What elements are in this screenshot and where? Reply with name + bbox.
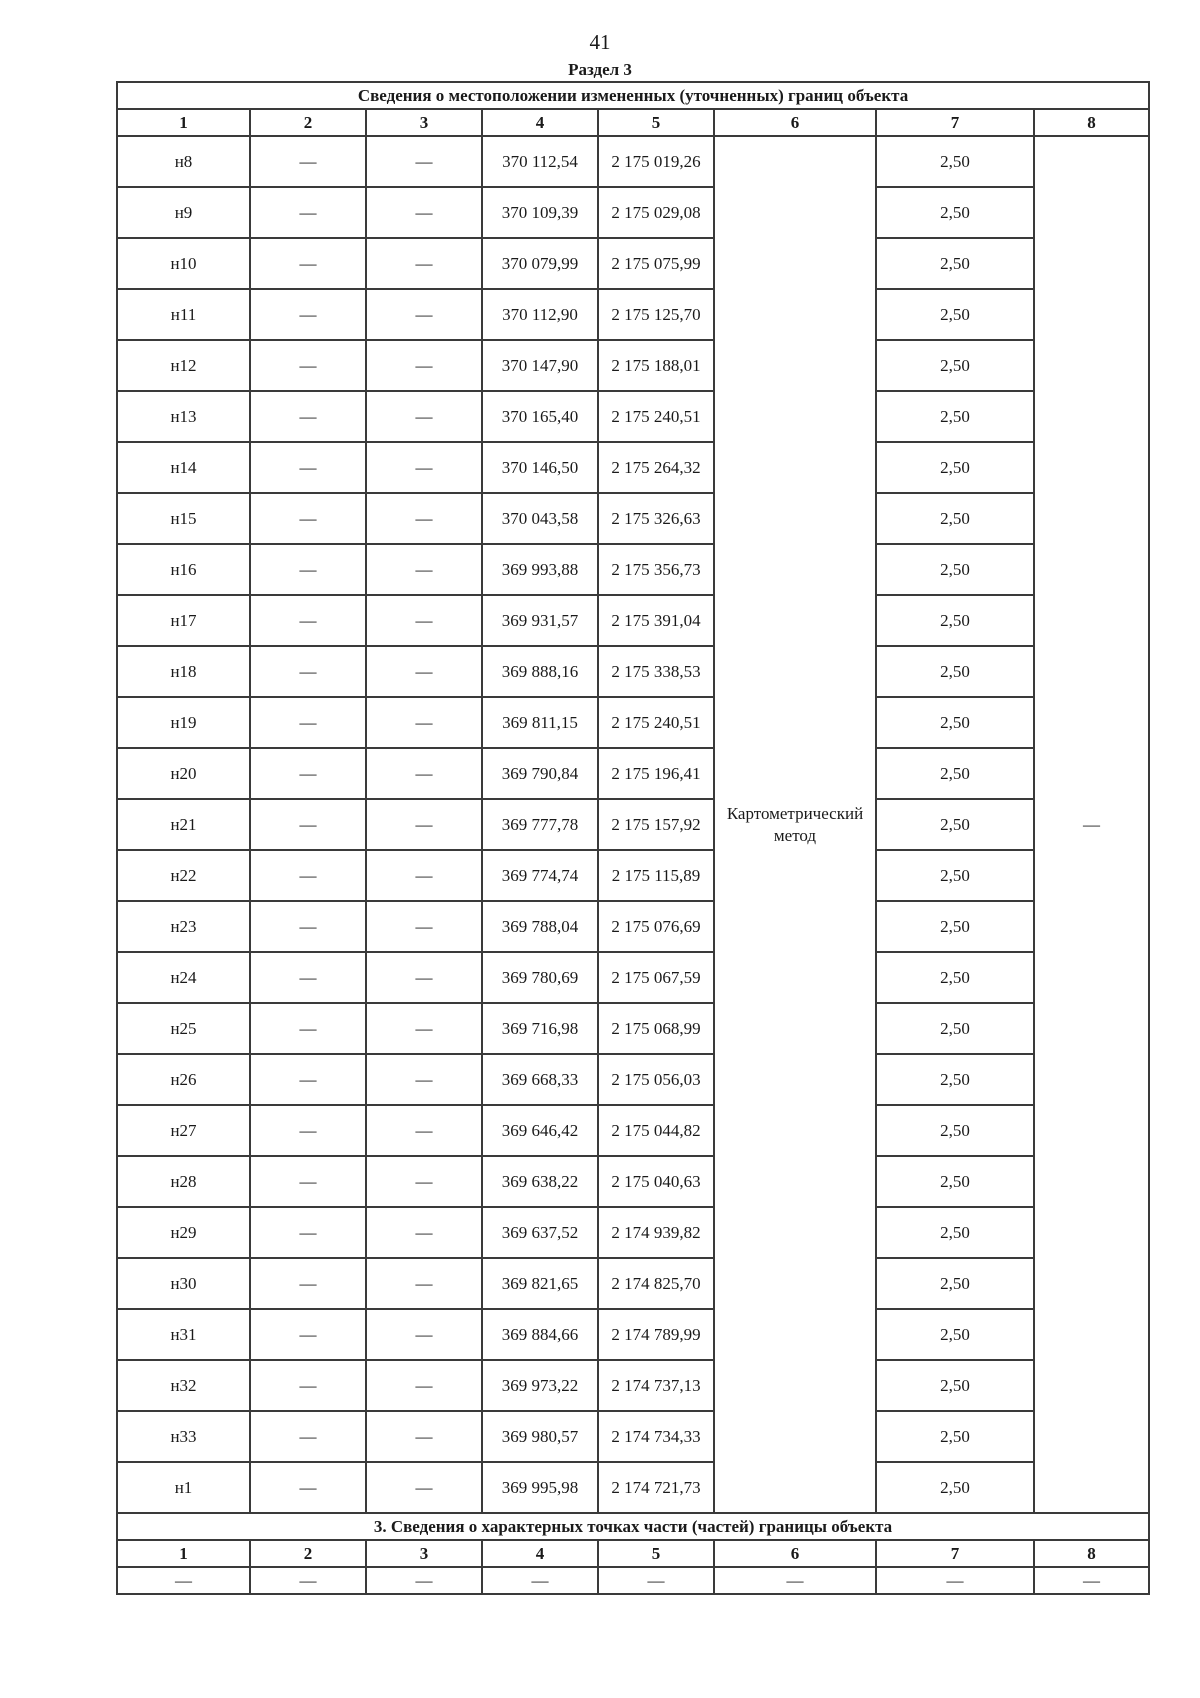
point-name-cell: н22: [117, 850, 250, 901]
point-name-cell: н33: [117, 1411, 250, 1462]
x-coordinate-cell: 369 646,42: [482, 1105, 598, 1156]
y-coordinate-cell: 2 175 188,01: [598, 340, 714, 391]
x-coordinate-cell: 369 668,33: [482, 1054, 598, 1105]
col2-cell: —: [250, 850, 366, 901]
y-coordinate-cell: 2 175 019,26: [598, 136, 714, 187]
col3-cell: —: [366, 697, 482, 748]
accuracy-cell: 2,50: [876, 901, 1034, 952]
column-number: 8: [1034, 109, 1149, 136]
method-cell: Картометрический метод: [714, 136, 876, 1513]
x-coordinate-cell: 369 821,65: [482, 1258, 598, 1309]
col2-cell: —: [250, 697, 366, 748]
sub-empty-cell: —: [598, 1567, 714, 1594]
y-coordinate-cell: 2 175 125,70: [598, 289, 714, 340]
point-name-cell: н26: [117, 1054, 250, 1105]
col2-cell: —: [250, 289, 366, 340]
x-coordinate-cell: 370 109,39: [482, 187, 598, 238]
accuracy-cell: 2,50: [876, 595, 1034, 646]
col8-cell: —: [1034, 136, 1149, 1513]
accuracy-cell: 2,50: [876, 238, 1034, 289]
sub-column-number: 4: [482, 1540, 598, 1567]
table-row: [117, 544, 1149, 595]
y-coordinate-cell: 2 174 737,13: [598, 1360, 714, 1411]
accuracy-cell: 2,50: [876, 952, 1034, 1003]
col2-cell: —: [250, 1360, 366, 1411]
y-coordinate-cell: 2 175 075,99: [598, 238, 714, 289]
col2-cell: —: [250, 391, 366, 442]
table-row: [117, 646, 1149, 697]
x-coordinate-cell: 369 993,88: [482, 544, 598, 595]
table-row: [117, 1054, 1149, 1105]
x-coordinate-cell: 369 995,98: [482, 1462, 598, 1513]
col3-cell: —: [366, 1156, 482, 1207]
point-name-cell: н23: [117, 901, 250, 952]
sub-empty-cell: —: [876, 1567, 1034, 1594]
col2-cell: —: [250, 1207, 366, 1258]
y-coordinate-cell: 2 174 721,73: [598, 1462, 714, 1513]
column-number-row: [117, 109, 1149, 136]
col2-cell: —: [250, 901, 366, 952]
col3-cell: —: [366, 952, 482, 1003]
col3-cell: —: [366, 1003, 482, 1054]
column-number: 2: [250, 109, 366, 136]
y-coordinate-cell: 2 175 044,82: [598, 1105, 714, 1156]
point-name-cell: н30: [117, 1258, 250, 1309]
point-name-cell: н1: [117, 1462, 250, 1513]
section-title: Раздел 3: [568, 60, 632, 79]
y-coordinate-cell: 2 175 240,51: [598, 391, 714, 442]
accuracy-cell: 2,50: [876, 850, 1034, 901]
point-name-cell: н18: [117, 646, 250, 697]
table-row: [117, 442, 1149, 493]
x-coordinate-cell: 370 079,99: [482, 238, 598, 289]
column-number: 6: [714, 109, 876, 136]
x-coordinate-cell: 369 638,22: [482, 1156, 598, 1207]
table-row: [117, 850, 1149, 901]
accuracy-cell: 2,50: [876, 1309, 1034, 1360]
point-name-cell: н21: [117, 799, 250, 850]
col3-cell: —: [366, 1258, 482, 1309]
y-coordinate-cell: 2 175 240,51: [598, 697, 714, 748]
sub-caption-row: [117, 1513, 1149, 1540]
sub-empty-cell: —: [117, 1567, 250, 1594]
point-name-cell: н20: [117, 748, 250, 799]
x-coordinate-cell: 369 980,57: [482, 1411, 598, 1462]
x-coordinate-cell: 369 780,69: [482, 952, 598, 1003]
x-coordinate-cell: 370 147,90: [482, 340, 598, 391]
point-name-cell: н17: [117, 595, 250, 646]
sub-column-number: 7: [876, 1540, 1034, 1567]
y-coordinate-cell: 2 175 391,04: [598, 595, 714, 646]
table-row: [117, 493, 1149, 544]
sub-empty-cell: —: [714, 1567, 876, 1594]
col2-cell: —: [250, 493, 366, 544]
y-coordinate-cell: 2 174 789,99: [598, 1309, 714, 1360]
col2-cell: —: [250, 544, 366, 595]
y-coordinate-cell: 2 175 040,63: [598, 1156, 714, 1207]
sub-empty-cell: —: [366, 1567, 482, 1594]
col3-cell: —: [366, 493, 482, 544]
x-coordinate-cell: 370 165,40: [482, 391, 598, 442]
y-coordinate-cell: 2 174 825,70: [598, 1258, 714, 1309]
accuracy-cell: 2,50: [876, 493, 1034, 544]
accuracy-cell: 2,50: [876, 1054, 1034, 1105]
col3-cell: —: [366, 289, 482, 340]
point-name-cell: н31: [117, 1309, 250, 1360]
col2-cell: —: [250, 1462, 366, 1513]
accuracy-cell: 2,50: [876, 1105, 1034, 1156]
point-name-cell: н15: [117, 493, 250, 544]
x-coordinate-cell: 369 790,84: [482, 748, 598, 799]
accuracy-cell: 2,50: [876, 799, 1034, 850]
point-name-cell: н27: [117, 1105, 250, 1156]
table-row: [117, 1411, 1149, 1462]
col3-cell: —: [366, 646, 482, 697]
point-name-cell: н13: [117, 391, 250, 442]
x-coordinate-cell: 369 716,98: [482, 1003, 598, 1054]
table-row: [117, 289, 1149, 340]
col3-cell: —: [366, 136, 482, 187]
point-name-cell: н12: [117, 340, 250, 391]
point-name-cell: н9: [117, 187, 250, 238]
table-row: [117, 1309, 1149, 1360]
y-coordinate-cell: 2 175 356,73: [598, 544, 714, 595]
accuracy-cell: 2,50: [876, 442, 1034, 493]
accuracy-cell: 2,50: [876, 340, 1034, 391]
col3-cell: —: [366, 340, 482, 391]
col3-cell: —: [366, 1309, 482, 1360]
point-name-cell: н32: [117, 1360, 250, 1411]
accuracy-cell: 2,50: [876, 187, 1034, 238]
point-name-cell: н28: [117, 1156, 250, 1207]
table-row: [117, 952, 1149, 1003]
table-row: [117, 1156, 1149, 1207]
sub-empty-cell: —: [1034, 1567, 1149, 1594]
col3-cell: —: [366, 799, 482, 850]
x-coordinate-cell: 370 112,90: [482, 289, 598, 340]
x-coordinate-cell: 369 811,15: [482, 697, 598, 748]
table-row: [117, 799, 1149, 850]
sub-column-number: 3: [366, 1540, 482, 1567]
col3-cell: —: [366, 595, 482, 646]
boundary-points-table: [116, 81, 1150, 1595]
accuracy-cell: 2,50: [876, 1003, 1034, 1054]
col3-cell: —: [366, 1207, 482, 1258]
table-row: [117, 748, 1149, 799]
col2-cell: —: [250, 442, 366, 493]
x-coordinate-cell: 369 637,52: [482, 1207, 598, 1258]
sub-column-number: 6: [714, 1540, 876, 1567]
col3-cell: —: [366, 442, 482, 493]
y-coordinate-cell: 2 175 029,08: [598, 187, 714, 238]
col3-cell: —: [366, 1360, 482, 1411]
sub-empty-cell: —: [250, 1567, 366, 1594]
point-name-cell: н24: [117, 952, 250, 1003]
sub-empty-row: [117, 1567, 1149, 1594]
y-coordinate-cell: 2 175 264,32: [598, 442, 714, 493]
accuracy-cell: 2,50: [876, 748, 1034, 799]
table-row: [117, 595, 1149, 646]
accuracy-cell: 2,50: [876, 544, 1034, 595]
column-number: 4: [482, 109, 598, 136]
accuracy-cell: 2,50: [876, 1258, 1034, 1309]
point-name-cell: н29: [117, 1207, 250, 1258]
col3-cell: —: [366, 544, 482, 595]
col3-cell: —: [366, 850, 482, 901]
accuracy-cell: 2,50: [876, 1207, 1034, 1258]
column-number: 5: [598, 109, 714, 136]
sub-column-number: 2: [250, 1540, 366, 1567]
y-coordinate-cell: 2 175 076,69: [598, 901, 714, 952]
table-row: [117, 340, 1149, 391]
table-row: [117, 1003, 1149, 1054]
col2-cell: —: [250, 238, 366, 289]
col2-cell: —: [250, 136, 366, 187]
accuracy-cell: 2,50: [876, 1360, 1034, 1411]
sub-empty-cell: —: [482, 1567, 598, 1594]
accuracy-cell: 2,50: [876, 391, 1034, 442]
sub-column-number: 8: [1034, 1540, 1149, 1567]
table-row: [117, 136, 1149, 187]
col2-cell: —: [250, 187, 366, 238]
x-coordinate-cell: 369 788,04: [482, 901, 598, 952]
col2-cell: —: [250, 1054, 366, 1105]
accuracy-cell: 2,50: [876, 136, 1034, 187]
y-coordinate-cell: 2 175 157,92: [598, 799, 714, 850]
y-coordinate-cell: 2 175 115,89: [598, 850, 714, 901]
x-coordinate-cell: 370 043,58: [482, 493, 598, 544]
table-row: [117, 1360, 1149, 1411]
col3-cell: —: [366, 1054, 482, 1105]
y-coordinate-cell: 2 175 196,41: [598, 748, 714, 799]
y-coordinate-cell: 2 175 067,59: [598, 952, 714, 1003]
col3-cell: —: [366, 901, 482, 952]
table-row: [117, 391, 1149, 442]
accuracy-cell: 2,50: [876, 646, 1034, 697]
point-name-cell: н10: [117, 238, 250, 289]
x-coordinate-cell: 369 888,16: [482, 646, 598, 697]
sub-column-number: 5: [598, 1540, 714, 1567]
point-name-cell: н19: [117, 697, 250, 748]
col3-cell: —: [366, 391, 482, 442]
table-row: [117, 238, 1149, 289]
point-name-cell: н25: [117, 1003, 250, 1054]
accuracy-cell: 2,50: [876, 1156, 1034, 1207]
col2-cell: —: [250, 748, 366, 799]
x-coordinate-cell: 369 777,78: [482, 799, 598, 850]
col3-cell: —: [366, 1105, 482, 1156]
col3-cell: —: [366, 187, 482, 238]
table-row: [117, 697, 1149, 748]
column-number: 7: [876, 109, 1034, 136]
col2-cell: —: [250, 340, 366, 391]
col2-cell: —: [250, 952, 366, 1003]
point-name-cell: н11: [117, 289, 250, 340]
table-row: [117, 1462, 1149, 1513]
col3-cell: —: [366, 238, 482, 289]
x-coordinate-cell: 369 973,22: [482, 1360, 598, 1411]
sub-table-caption: 3. Сведения о характерных точках части (частей) границы объекта: [117, 1513, 1149, 1540]
x-coordinate-cell: 369 931,57: [482, 595, 598, 646]
table-row: [117, 1105, 1149, 1156]
y-coordinate-cell: 2 175 326,63: [598, 493, 714, 544]
col2-cell: —: [250, 1105, 366, 1156]
y-coordinate-cell: 2 174 939,82: [598, 1207, 714, 1258]
col2-cell: —: [250, 799, 366, 850]
sub-column-number-row: [117, 1540, 1149, 1567]
sub-column-number: 1: [117, 1540, 250, 1567]
table-row: [117, 901, 1149, 952]
table-row: [117, 1258, 1149, 1309]
y-coordinate-cell: 2 175 068,99: [598, 1003, 714, 1054]
page-number: 41: [589, 30, 611, 54]
x-coordinate-cell: 369 884,66: [482, 1309, 598, 1360]
col2-cell: —: [250, 1156, 366, 1207]
x-coordinate-cell: 369 774,74: [482, 850, 598, 901]
col3-cell: —: [366, 748, 482, 799]
col3-cell: —: [366, 1462, 482, 1513]
col2-cell: —: [250, 595, 366, 646]
y-coordinate-cell: 2 174 734,33: [598, 1411, 714, 1462]
column-number: 3: [366, 109, 482, 136]
column-number: 1: [117, 109, 250, 136]
point-name-cell: н16: [117, 544, 250, 595]
col2-cell: —: [250, 646, 366, 697]
x-coordinate-cell: 370 112,54: [482, 136, 598, 187]
table-row: [117, 1207, 1149, 1258]
x-coordinate-cell: 370 146,50: [482, 442, 598, 493]
col2-cell: —: [250, 1309, 366, 1360]
col3-cell: —: [366, 1411, 482, 1462]
point-name-cell: н8: [117, 136, 250, 187]
table-row: [117, 187, 1149, 238]
accuracy-cell: 2,50: [876, 289, 1034, 340]
accuracy-cell: 2,50: [876, 1411, 1034, 1462]
col2-cell: —: [250, 1258, 366, 1309]
table-caption: Сведения о местоположении измененных (уточненных) границ объекта: [117, 82, 1149, 109]
accuracy-cell: 2,50: [876, 1462, 1034, 1513]
y-coordinate-cell: 2 175 338,53: [598, 646, 714, 697]
col2-cell: —: [250, 1003, 366, 1054]
y-coordinate-cell: 2 175 056,03: [598, 1054, 714, 1105]
accuracy-cell: 2,50: [876, 697, 1034, 748]
point-name-cell: н14: [117, 442, 250, 493]
col2-cell: —: [250, 1411, 366, 1462]
